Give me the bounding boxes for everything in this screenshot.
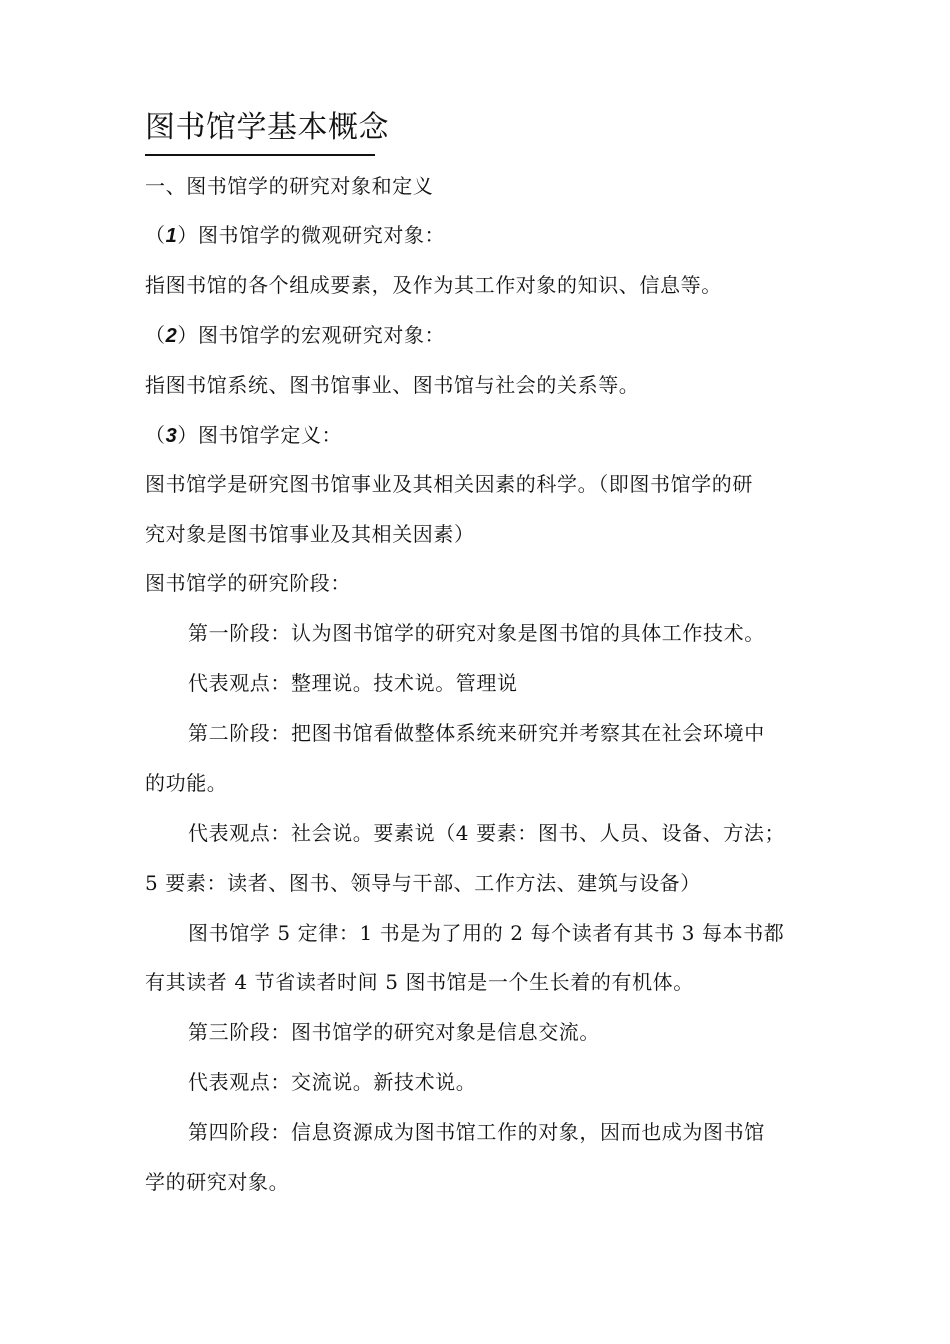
item-1-heading bbox=[145, 222, 445, 249]
stage-4-text-line-2: 学的研究对象。 bbox=[145, 1170, 290, 1194]
item-2-body: 指图书馆系统、图书馆事业、图书馆与社会的关系等。 bbox=[145, 373, 640, 397]
stages-heading: 图书馆学的研究阶段： bbox=[145, 571, 351, 595]
item-3-body-line-1: 图书馆学是研究图书馆事业及其相关因素的科学。（即图书馆学的研 bbox=[145, 472, 753, 496]
item-3-heading bbox=[145, 422, 342, 449]
stage-3-views: 代表观点：交流说。新技术说。 bbox=[188, 1070, 477, 1094]
item-1-text: ）图书馆学的微观研究对象： bbox=[177, 223, 446, 247]
item-3-body-line-2: 究对象是图书馆事业及其相关因素） bbox=[145, 522, 475, 546]
item-3-text: ）图书馆学定义： bbox=[177, 423, 343, 447]
stage-1-text: 第一阶段：认为图书馆学的研究对象是图书馆的具体工作技术。 bbox=[188, 621, 765, 645]
stage-1-views: 代表观点：整理说。技术说。管理说 bbox=[188, 671, 518, 695]
item-2-heading bbox=[145, 322, 445, 349]
item-1-body: 指图书馆的各个组成要素，及作为其工作对象的知识、信息等。 bbox=[145, 273, 722, 297]
stage-3-text: 第三阶段：图书馆学的研究对象是信息交流。 bbox=[188, 1020, 600, 1044]
stage-2-text-line-1: 第二阶段：把图书馆看做整体系统来研究并考察其在社会环境中 bbox=[188, 721, 765, 745]
stage-2-text-line-2: 的功能。 bbox=[145, 771, 228, 795]
stage-2-views-line-2: 5 要素：读者、图书、领导与干部、工作方法、建筑与设备） bbox=[145, 871, 701, 895]
item-1-open-paren: （ bbox=[145, 223, 166, 247]
stage-2-views-line-1: 代表观点：社会说。要素说（4 要素：图书、人员、设备、方法； bbox=[188, 821, 786, 845]
five-laws-line-1: 图书馆学 5 定律：1 书是为了用的 2 每个读者有其书 3 每本书都 bbox=[188, 921, 785, 945]
page-title: 图书馆学基本概念 bbox=[145, 110, 389, 145]
item-1-number: 1 bbox=[165, 225, 178, 247]
item-3-number: 3 bbox=[165, 425, 178, 447]
stage-4-text-line-1: 第四阶段：信息资源成为图书馆工作的对象，因而也成为图书馆 bbox=[188, 1120, 765, 1144]
section-heading: 一、图书馆学的研究对象和定义 bbox=[145, 174, 434, 198]
five-laws-line-2: 有其读者 4 节省读者时间 5 图书馆是一个生长着的有机体。 bbox=[145, 970, 694, 994]
item-3-open-paren: （ bbox=[145, 423, 166, 447]
item-2-number: 2 bbox=[165, 325, 178, 347]
item-2-text: ）图书馆学的宏观研究对象： bbox=[177, 323, 446, 347]
title-underline bbox=[145, 154, 375, 156]
item-2-open-paren: （ bbox=[145, 323, 166, 347]
